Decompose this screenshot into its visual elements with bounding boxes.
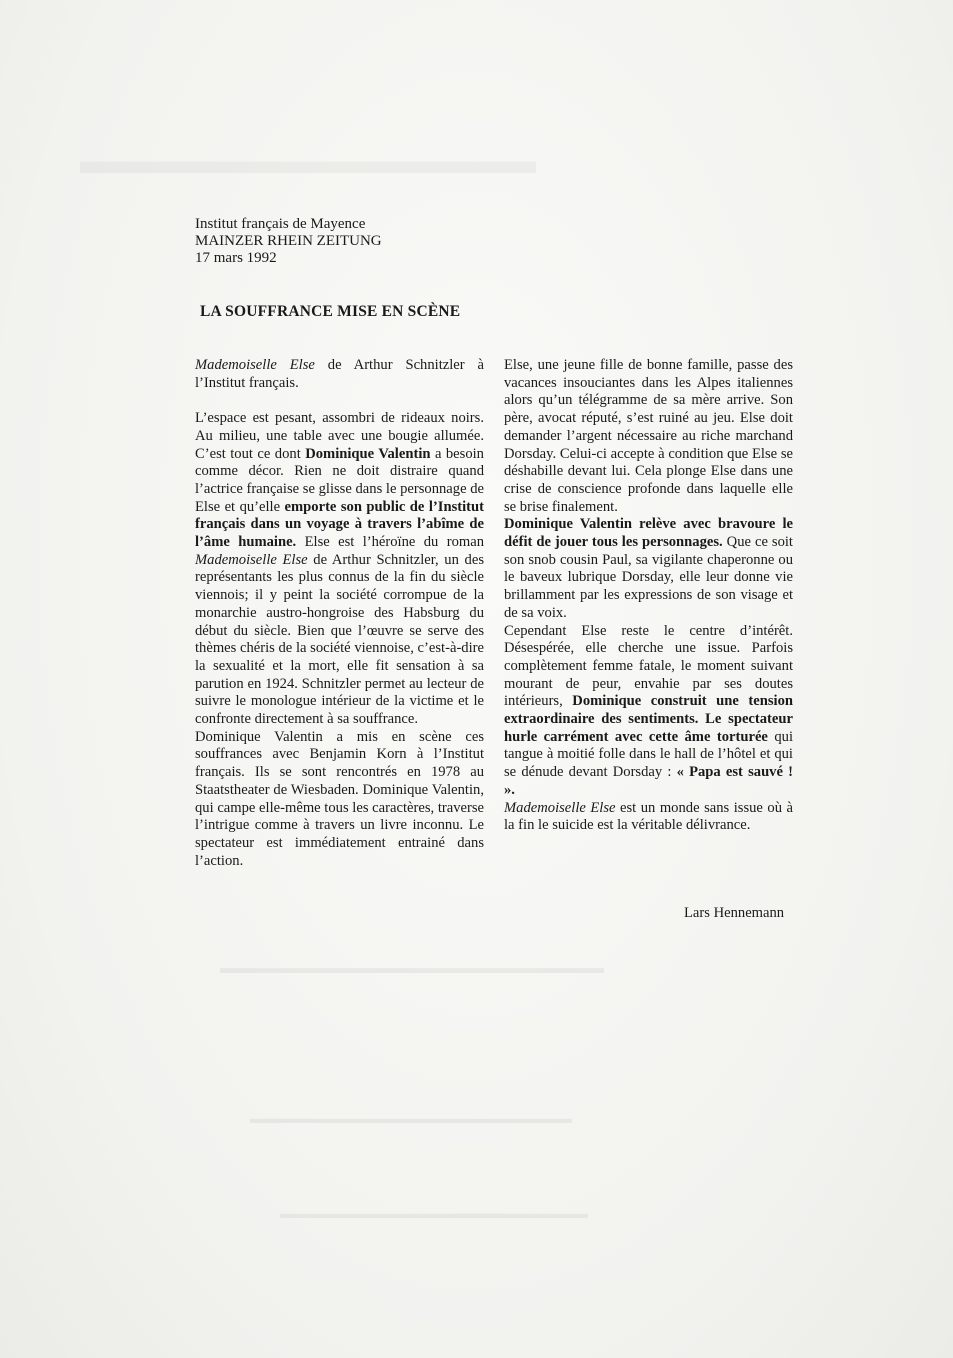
author-signature: Lars Hennemann	[684, 905, 785, 921]
show-through-shading: ▬▬▬▬▬▬▬▬▬▬▬▬▬▬▬▬▬▬▬▬▬▬▬▬	[220, 960, 604, 977]
body-paragraph: L’espace est pesant, assombri de rideaux noirs. Au milieu, une table avec une bougie allumée. C’est tout ce dont Dominique Valentin a besoin comme décor. Rien ne doit distraire quand l’actrice française se glisse dans le personnage de Else et qu’elle emporte son public de l’Institut français dans un voyage à travers l’abîme de l’âme humaine. Else est l’héroïne du roman Mademoiselle Else de Arthur Schnitzler, un des représentants les plus connus de la fin du siècle viennois; il y peint la société corrompue de la monarchie austro-hongroise des Habsburg du début du siècle. Bien que l’œuvre se serve des thèmes chéris de la société viennoise, c’est-à-dire la sexualité et la mort, elle fit sensation à sa parution en 1924. Schnitzler permet au lecteur de suivre le monologue intérieur de la victime et le confronte directement à sa souffrance.	[195, 410, 484, 728]
source-header	[195, 216, 382, 267]
body-paragraph: Dominique Valentin relève avec bravoure le défit de jouer tous les personnages. Que ce soit son snob cousin Paul, sa vigilante chaperonne ou le baveux lubrique Dorsday, elle leur donne vie brillamment par les expressions de son visage et de sa voix.	[504, 516, 793, 621]
body-paragraph: Mademoiselle Else est un monde sans issue où à la fin le suicide est la véritable délivrance.	[504, 799, 793, 834]
institute-line: Institut français de Mayence	[195, 216, 366, 232]
left-column	[195, 357, 484, 870]
article-title: LA SOUFFRANCE MISE EN SCÈNE	[200, 303, 461, 320]
body-paragraph: Cependant Else reste le centre d’intérêt. Désespérée, elle cherche une issue. Parfois complètement femme fatale, le moment suivant mourant de peur, envahie par ses doutes intérieurs, Dominique construit une tension extraordinaire des sentiments. Le spectateur hurle carrément avec cette âme torturée qui tangue à moitié folle dans le hall de l’hôtel et qui se dénude devant Dorsday : « Papa est sauvé ! ».	[504, 622, 794, 798]
right-column	[504, 357, 793, 835]
body-paragraph: Else, une jeune fille de bonne famille, passe des vacances insouciantes dans les Alpes italiennes alors qu’un télégramme de sa mère arrive. Son père, avocat réputé, s’est ruiné au jeu. Else doit demander l’argent nécessaire au riche marchand Dorsday. Celui-ci accepte à condition que Else se déshabille devant lui. Cela plonge Else dans une crise de conscience profonde dans laquelle elle se brise finalement.	[504, 357, 793, 515]
show-through-shading: ▬▬▬▬▬▬▬▬▬▬▬▬▬▬▬▬▬▬▬▬▬▬	[280, 1205, 588, 1221]
show-through-shading: ▬▬▬▬▬▬▬▬▬▬▬▬	[80, 140, 536, 182]
book-title: Mademoiselle Else	[195, 357, 315, 373]
intro-paragraph: Mademoiselle Else de Arthur Schnitzler à l’Institut français.	[195, 357, 484, 391]
body-paragraph: Dominique Valentin a mis en scène ces souffrances avec Benjamin Korn à l’Institut français. Ils se sont rencontrés en 1978 au Staatstheater de Wiesbaden. Dominique Valentin, qui campe elle-même tous les caractères, traverse l’intrigue comme à travers un livre inconnu. Le spectateur est immédiatement entrainé dans l’action.	[195, 728, 484, 869]
date-line: 17 mars 1992	[195, 250, 277, 266]
show-through-shading: ▬▬▬▬▬▬▬▬▬▬▬▬▬▬▬▬▬▬▬▬▬▬▬	[250, 1110, 572, 1126]
newspaper-line: MAINZER RHEIN ZEITUNG	[195, 233, 382, 249]
